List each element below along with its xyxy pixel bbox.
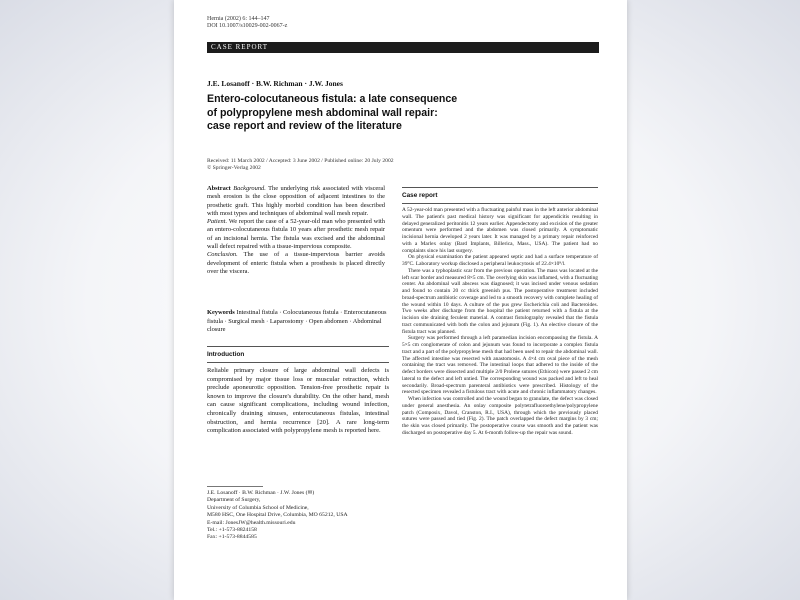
case-paragraph: There was a typhoplastic scar from the previous operation. The mass was located at the left scar border and measured 8×5 cm. The overlying skin was inflamed, with a fluctuating center. An abdominal wall abscess was diagnosed; it was incised under venous sedation and found to contain 20 cc thick greenish pus. The postoperative treatment included broad-spectrum antibiotic coverage and led to a smooth recovery with complete healing of the wound within 10 days. A culture of the pus grew Escherichia coli and Bacteroides. Two weeks after discharge from the hospital the patient returned with a fistula at the incision site draining feculent material. A contrast fistulography revealed that the fistula tract communicated with both the colon and jejunum (Fig. 1). An elective closure of the fistula tract was planned. xyxy=(402,267,598,335)
introduction-body xyxy=(207,367,389,436)
keywords-label: Keywords xyxy=(207,309,235,316)
introduction-heading: Introduction xyxy=(207,351,245,358)
divider xyxy=(207,346,389,347)
patient-label: Patient. xyxy=(207,218,228,226)
journal-doi: DOI 10.1007/s10029-002-0067-z xyxy=(207,23,288,29)
section-banner xyxy=(207,42,599,53)
case-report-heading: Case report xyxy=(402,192,438,199)
divider xyxy=(402,203,598,204)
keywords xyxy=(207,309,389,335)
case-paragraph: A 52-year-old man presented with a fluctuating painful mass in the left anterior abdominal wall. The patient's past medical history was significant for appendicitis resulting in delayed generalized peritonitis 12 years earlier. Appendectomy and excision of the greater omentum were performed and the abdomen was closed primarily. A symptomatic incisional hernia developed 2 years later. It was managed by a primary repair reinforced with a Marlex onlay (Bard Implants, Billerica, Mass., USA). The patient had no complaints since his last surgery. xyxy=(402,207,598,254)
conclusion-text: The use of a tissue-impervious barrier avoids development of enteric fistula when a prosthesis is placed directly over the viscera. xyxy=(207,251,386,275)
author-list: J.E. Losanoff · B.W. Richman · J.W. Jones xyxy=(207,79,343,88)
address-line: M580 HSC, One Hospital Drive, Columbia, MO 65212, USA xyxy=(207,512,348,519)
abstract-conclusion xyxy=(207,251,385,276)
conclusion-label: Conclusion. xyxy=(207,251,238,259)
title-line: of polypropylene mesh abdominal wall repair: xyxy=(207,106,438,119)
address-line: J.E. Losanoff · B.W. Richman · J.W. Jones (✉) xyxy=(207,490,315,496)
received-dates: Received: 11 March 2002 / Accepted: 3 June 2002 / Published online: 20 July 2002 xyxy=(207,158,394,164)
address-line: Fax: +1-573-8844585 xyxy=(207,534,257,541)
case-report-body xyxy=(402,207,598,437)
abstract-label: Abstract xyxy=(207,185,231,192)
background-label: Background. xyxy=(233,185,266,192)
journal-citation: Hernia (2002) 6: 144–147 xyxy=(207,16,270,22)
address-line: E-mail: JonesJW@health.missouri.edu xyxy=(207,519,296,526)
background-text: The underlying risk associated with visceral mesh erosion is the close opposition of adjacent intestines to the prosthetic graft. This highly morbid condition has been described with most types and techniques of abdominal wall mesh repair. xyxy=(207,185,385,217)
copyright: © Springer-Verlag 2002 xyxy=(207,165,261,171)
address-line: Department of Surgery, xyxy=(207,497,261,504)
footnote-rule xyxy=(207,486,263,487)
title-line: Entero-colocutaneous fistula: a late consequence xyxy=(207,93,458,105)
divider xyxy=(402,187,598,188)
title-line: case report and review of the literature xyxy=(207,120,402,132)
case-paragraph: When infection was controlled and the wound began to granulate, the defect was closed under general anesthesia. An onlay composite polytetrafluoroethylene/polypropylene patch (Composix, Davol, Cranston, R.I., USA), through which the previously placed sutures were passed and tied (Fig. 2). The patch overlapped the defect margins by 3 cm; the skin was closed primarily. The postoperative course was smooth and the patient was discharged on postoperative day 5. At 6-month follow-up the repair was sound. xyxy=(402,396,598,436)
correspondence-address xyxy=(207,490,348,542)
divider xyxy=(207,362,389,363)
abstract-patient xyxy=(207,218,385,251)
introduction-text: Reliable primary closure of large abdominal wall defects is compromised by major tissue loss or muscular retraction, which preclude aponeurotic opposition. Tension-free prosthetic repair is known to improve the closure's durability. On the other hand, mesh can cause significant complications, including wound infection, chronically draining sinuses, enterocutaneous fistulas, intestinal obstruction, and hernia recurrence [20]. A rare long-term complication associated with polypropylene mesh is reported here. xyxy=(207,367,389,435)
address-line: Tel.: +1-573-8824158 xyxy=(207,527,257,534)
paper-page xyxy=(174,0,627,600)
paper-title xyxy=(207,93,507,134)
case-paragraph: Surgery was performed through a left paramedian incision encompassing the fistula. A 5×5 cm conglomerate of colon and jejunum was found to incorporate a complex fistula tract and a part of the polypropylene mesh that had been used to repair the abdominal wall. The affected intestine was resected with anastomosis. A 4×4 cm oval piece of the mesh containing the tract was removed. The intestinal loops that adhered to the inside of the defect borders were dissected and multiple 2/0 Prolene sutures (Ethicon) were passed 2 cm lateral to the defect and left untied. The corresponding wound was packed and left to heal secondarily. Broad-spectrum parenteral antibiotics were prescribed. Histology of the resected specimen revealed a fistulous tract with acute and chronic inflammatory changes. xyxy=(402,335,598,396)
case-paragraph: On physical examination the patient appeared septic and had a surface temperature of 39°C. Laboratory workup disclosed a peripheral leukocytosis of 22.4×10⁹/l. xyxy=(402,254,598,267)
keywords-text: Intestinal fistula · Colocutaneous fistula · Enterocutaneous fistula · Surgical mesh · Laparostomy · Open abdomen · Abdominal closure xyxy=(207,309,387,333)
section-label: CASE REPORT xyxy=(211,43,269,51)
abstract xyxy=(207,185,385,276)
abstract-background xyxy=(207,185,385,218)
patient-text: We report the case of a 52-year-old man who presented with an entero-colocutaneous fistula 10 years after prosthetic mesh repair of an incisional hernia. The fistula was excised and the abdominal wall defect repaired with a tissue-impervious composite. xyxy=(207,218,386,251)
address-line: University of Columbia School of Medicine, xyxy=(207,504,309,511)
